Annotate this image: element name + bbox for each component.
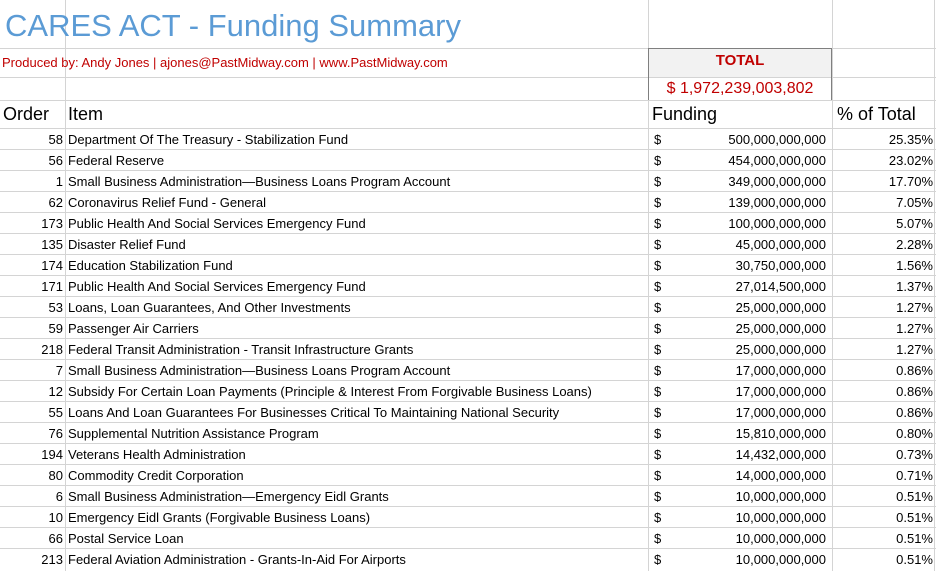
order-cell[interactable]: 53 <box>48 300 63 315</box>
table-row[interactable] <box>0 191 936 212</box>
dollar-sign-cell[interactable]: $ <box>654 216 662 231</box>
header-item[interactable]: Item <box>68 104 104 124</box>
table-row[interactable] <box>0 212 936 233</box>
order-cell[interactable]: 213 <box>41 552 63 567</box>
table-row[interactable] <box>0 233 936 254</box>
funding-amount-cell[interactable]: 10,000,000,000 <box>735 531 826 546</box>
table-row[interactable] <box>0 464 936 485</box>
pct-total-cell[interactable]: 5.07% <box>896 216 933 231</box>
dollar-sign-cell[interactable]: $ <box>654 363 662 378</box>
order-cell[interactable]: 56 <box>48 153 63 168</box>
table-row[interactable] <box>0 128 936 149</box>
funding-amount-cell[interactable]: 17,000,000,000 <box>735 405 826 420</box>
funding-amount-cell[interactable]: 139,000,000,000 <box>728 195 826 210</box>
dollar-sign-cell[interactable]: $ <box>654 153 662 168</box>
table-row[interactable] <box>0 506 936 527</box>
pct-total-cell[interactable]: 0.86% <box>896 363 933 378</box>
dollar-sign-cell[interactable]: $ <box>654 489 662 504</box>
order-cell[interactable]: 6 <box>55 489 63 504</box>
order-cell[interactable]: 59 <box>48 321 63 336</box>
dollar-sign-cell[interactable]: $ <box>654 405 662 420</box>
table-row[interactable] <box>0 275 936 296</box>
funding-amount-cell[interactable]: 500,000,000,000 <box>728 132 826 147</box>
pct-total-cell[interactable]: 7.05% <box>896 195 933 210</box>
sheet-title[interactable]: CARES ACT - Funding Summary <box>5 8 461 43</box>
funding-amount-cell[interactable]: 17,000,000,000 <box>735 363 826 378</box>
pct-total-cell[interactable]: 0.51% <box>896 489 933 504</box>
funding-amount-cell[interactable]: 45,000,000,000 <box>735 237 826 252</box>
header-funding[interactable]: Funding <box>652 104 718 124</box>
table-row[interactable] <box>0 170 936 191</box>
item-cell[interactable]: Supplemental Nutrition Assistance Program <box>68 426 319 441</box>
funding-amount-cell[interactable]: 17,000,000,000 <box>735 384 826 399</box>
item-cell[interactable]: Federal Reserve <box>68 153 165 168</box>
table-row[interactable] <box>0 359 936 380</box>
order-cell[interactable]: 76 <box>48 426 63 441</box>
funding-amount-cell[interactable]: 30,750,000,000 <box>735 258 826 273</box>
dollar-sign-cell[interactable]: $ <box>654 342 662 357</box>
table-row[interactable] <box>0 254 936 275</box>
table-row[interactable] <box>0 317 936 338</box>
order-cell[interactable]: 66 <box>48 531 63 546</box>
pct-total-cell[interactable]: 2.28% <box>896 237 933 252</box>
dollar-sign-cell[interactable]: $ <box>654 258 662 273</box>
dollar-sign-cell[interactable]: $ <box>654 531 662 546</box>
funding-amount-cell[interactable]: 10,000,000,000 <box>735 510 826 525</box>
funding-amount-cell[interactable]: 349,000,000,000 <box>728 174 826 189</box>
table-row[interactable] <box>0 401 936 422</box>
order-cell[interactable]: 174 <box>41 258 63 273</box>
item-cell[interactable]: Small Business Administration—Business Loans Program Account <box>68 363 451 378</box>
order-cell[interactable]: 1 <box>55 174 63 189</box>
order-cell[interactable]: 58 <box>48 132 63 147</box>
dollar-sign-cell[interactable]: $ <box>654 426 662 441</box>
funding-amount-cell[interactable]: 15,810,000,000 <box>735 426 826 441</box>
item-cell[interactable]: Emergency Eidl Grants (Forgivable Business Loans) <box>68 510 371 525</box>
funding-amount-cell[interactable]: 14,000,000,000 <box>735 468 826 483</box>
table-row[interactable] <box>0 527 936 548</box>
pct-total-cell[interactable]: 0.80% <box>896 426 933 441</box>
item-cell[interactable]: Postal Service Loan <box>68 531 184 546</box>
produced-by-line[interactable]: Produced by: Andy Jones | ajones@PastMidway.com | www.PastMidway.com <box>2 55 448 70</box>
pct-total-cell[interactable]: 0.51% <box>896 531 933 546</box>
dollar-sign-cell[interactable]: $ <box>654 447 662 462</box>
order-cell[interactable]: 171 <box>41 279 63 294</box>
item-cell[interactable]: Coronavirus Relief Fund - General <box>68 195 266 210</box>
order-cell[interactable]: 135 <box>41 237 63 252</box>
order-cell[interactable]: 218 <box>41 342 63 357</box>
total-cell[interactable] <box>648 48 832 100</box>
item-cell[interactable]: Commodity Credit Corporation <box>68 468 244 483</box>
pct-total-cell[interactable]: 1.56% <box>896 258 933 273</box>
dollar-sign-cell[interactable]: $ <box>654 237 662 252</box>
row-gridline <box>0 100 936 101</box>
item-cell[interactable]: Federal Aviation Administration - Grants-In-Aid For Airports <box>68 552 406 567</box>
item-cell[interactable]: Federal Transit Administration - Transit Infrastructure Grants <box>68 342 414 357</box>
item-cell[interactable]: Public Health And Social Services Emergency Fund <box>68 216 366 231</box>
item-cell[interactable]: Small Business Administration—Business Loans Program Account <box>68 174 451 189</box>
item-cell[interactable]: Loans And Loan Guarantees For Businesses Critical To Maintaining National Security <box>68 405 560 420</box>
funding-amount-cell[interactable]: 27,014,500,000 <box>735 279 826 294</box>
item-cell[interactable]: Education Stabilization Fund <box>68 258 233 273</box>
header-order[interactable]: Order <box>3 104 50 124</box>
data-rows <box>0 128 936 569</box>
funding-amount-cell[interactable]: 14,432,000,000 <box>735 447 826 462</box>
order-cell[interactable]: 10 <box>48 510 63 525</box>
item-cell[interactable]: Public Health And Social Services Emergency Fund <box>68 279 366 294</box>
item-cell[interactable]: Loans, Loan Guarantees, And Other Investments <box>68 300 351 315</box>
header-pct-total[interactable]: % of Total <box>837 104 916 124</box>
item-cell[interactable]: Passenger Air Carriers <box>68 321 199 336</box>
funding-amount-cell[interactable]: 454,000,000,000 <box>728 153 826 168</box>
item-cell[interactable]: Subsidy For Certain Loan Payments (Principle & Interest From Forgivable Business Loans) <box>68 384 592 399</box>
funding-amount-cell[interactable]: 25,000,000,000 <box>735 321 826 336</box>
pct-total-cell[interactable]: 0.86% <box>896 384 933 399</box>
dollar-sign-cell[interactable]: $ <box>654 132 662 147</box>
order-cell[interactable]: 173 <box>41 216 63 231</box>
item-cell[interactable]: Veterans Health Administration <box>68 447 246 462</box>
table-row[interactable] <box>0 485 936 506</box>
dollar-sign-cell[interactable]: $ <box>654 195 662 210</box>
pct-total-cell[interactable]: 1.37% <box>896 279 933 294</box>
order-cell[interactable]: 194 <box>41 447 63 462</box>
funding-amount-cell[interactable]: 25,000,000,000 <box>735 342 826 357</box>
order-cell[interactable]: 80 <box>48 468 63 483</box>
pct-total-cell[interactable]: 0.51% <box>896 552 933 567</box>
pct-total-cell[interactable]: 1.27% <box>896 300 933 315</box>
table-row[interactable] <box>0 380 936 401</box>
dollar-sign-cell[interactable]: $ <box>654 174 662 189</box>
funding-amount-cell[interactable]: 10,000,000,000 <box>735 552 826 567</box>
dollar-sign-cell[interactable]: $ <box>654 384 662 399</box>
table-row[interactable] <box>0 296 936 317</box>
pct-total-cell[interactable]: 17.70% <box>888 174 933 189</box>
table-row[interactable] <box>0 338 936 359</box>
table-row[interactable] <box>0 548 936 569</box>
table-row[interactable] <box>0 149 936 170</box>
item-cell[interactable]: Department Of The Treasury - Stabilization Fund <box>68 132 349 147</box>
pct-total-cell[interactable]: 1.27% <box>896 342 933 357</box>
dollar-sign-cell[interactable]: $ <box>654 279 662 294</box>
total-value: $ 1,972,239,003,802 <box>649 77 831 100</box>
funding-amount-cell[interactable]: 25,000,000,000 <box>735 300 826 315</box>
total-label: TOTAL <box>715 52 765 69</box>
dollar-sign-cell[interactable]: $ <box>654 510 662 525</box>
pct-total-cell[interactable]: 0.51% <box>896 510 933 525</box>
order-cell[interactable]: 62 <box>48 195 63 210</box>
pct-total-cell[interactable]: 0.73% <box>896 447 933 462</box>
pct-total-cell[interactable]: 25.35% <box>888 132 933 147</box>
table-row[interactable] <box>0 443 936 464</box>
pct-total-cell[interactable]: 0.71% <box>896 468 933 483</box>
funding-amount-cell[interactable]: 100,000,000,000 <box>728 216 826 231</box>
pct-total-cell[interactable]: 0.86% <box>896 405 933 420</box>
pct-total-cell[interactable]: 1.27% <box>896 321 933 336</box>
order-cell[interactable]: 7 <box>55 363 63 378</box>
dollar-sign-cell[interactable]: $ <box>654 300 662 315</box>
item-cell[interactable]: Disaster Relief Fund <box>68 237 186 252</box>
funding-amount-cell[interactable]: 10,000,000,000 <box>735 489 826 504</box>
pct-total-cell[interactable]: 23.02% <box>888 153 933 168</box>
dollar-sign-cell[interactable]: $ <box>654 321 662 336</box>
item-cell[interactable]: Small Business Administration—Emergency Eidl Grants <box>68 489 389 504</box>
order-cell[interactable]: 55 <box>48 405 63 420</box>
table-row[interactable] <box>0 422 936 443</box>
dollar-sign-cell[interactable]: $ <box>654 552 662 567</box>
dollar-sign-cell[interactable]: $ <box>654 468 662 483</box>
order-cell[interactable]: 12 <box>48 384 63 399</box>
